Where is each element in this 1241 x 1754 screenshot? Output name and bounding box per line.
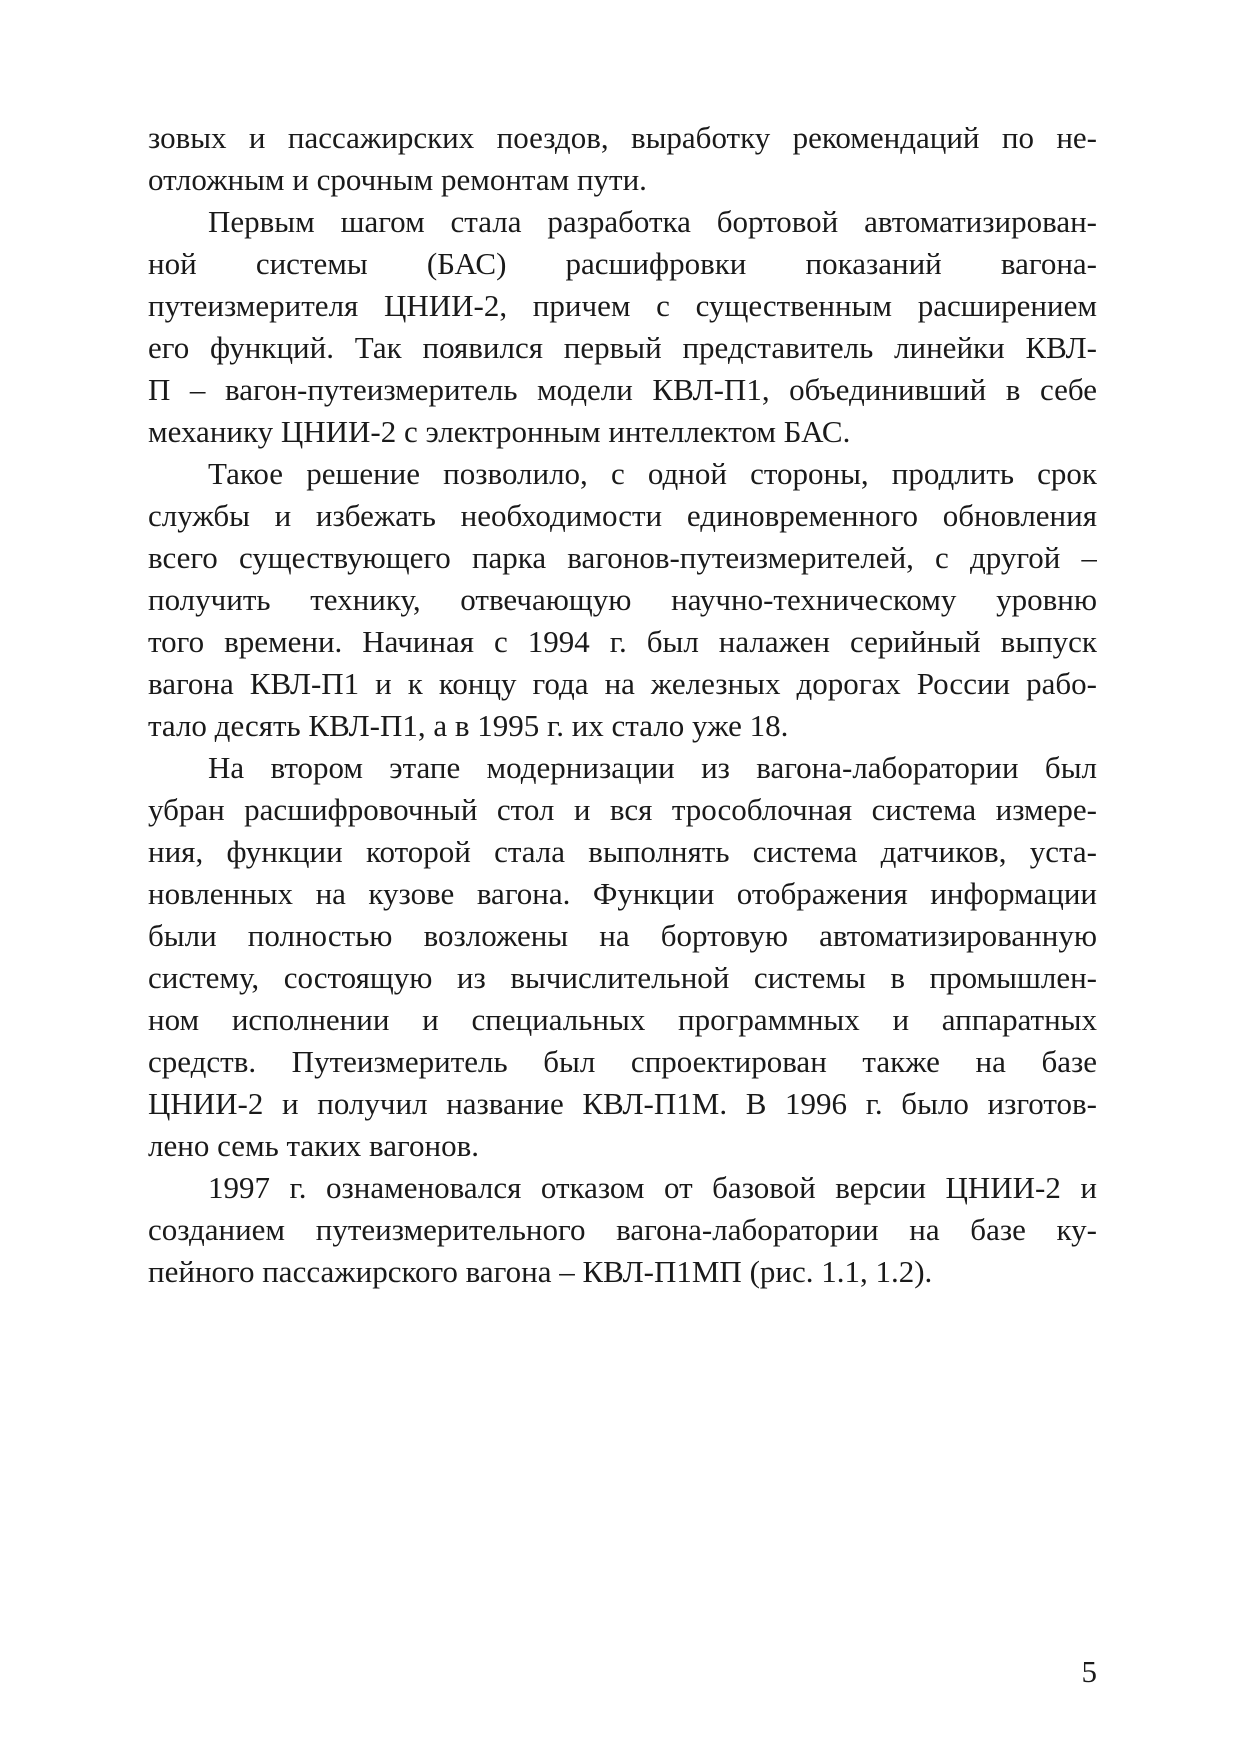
text-line: всего существующего парка вагонов-путеизмерителей, с другой – bbox=[148, 540, 1097, 575]
page-number: 5 bbox=[1081, 1654, 1097, 1689]
text-line: Такое решение позволило, с одной стороны, продлить срок bbox=[208, 456, 1097, 491]
text-line: П – вагон-путеизмеритель модели КВЛ-П1, объединивший в себе bbox=[148, 372, 1097, 407]
text-line: тало десять КВЛ-П1, а в 1995 г. их стало уже 18. bbox=[148, 708, 789, 743]
text-line: 1997 г. ознаменовался отказом от базовой версии ЦНИИ-2 и bbox=[208, 1170, 1097, 1205]
text-line: ния, функции которой стала выполнять система датчиков, уста- bbox=[148, 834, 1097, 869]
text-line: отложным и срочным ремонтам пути. bbox=[148, 162, 647, 197]
text-line: зовых и пассажирских поездов, выработку рекомендаций по не- bbox=[148, 120, 1097, 155]
text-line: Первым шагом стала разработка бортовой автоматизирован- bbox=[208, 204, 1097, 239]
text-line: На втором этапе модернизации из вагона-лаборатории был bbox=[208, 750, 1097, 785]
text-line: убран расшифровочный стол и вся трособлочная система измере- bbox=[148, 792, 1097, 827]
text-line: пейного пассажирского вагона – КВЛ-П1МП (рис. 1.1, 1.2). bbox=[148, 1254, 933, 1289]
text-line: систему, состоящую из вычислительной системы в промышлен- bbox=[148, 960, 1097, 995]
text-line: созданием путеизмерительного вагона-лаборатории на базе ку- bbox=[148, 1212, 1097, 1247]
text-line: новленных на кузове вагона. Функции отображения информации bbox=[148, 876, 1097, 911]
text-line: службы и избежать необходимости единовременного обновления bbox=[148, 498, 1097, 533]
text-line: его функций. Так появился первый представитель линейки КВЛ- bbox=[148, 330, 1097, 365]
text-line: ЦНИИ-2 и получил название КВЛ-П1М. В 1996 г. было изготов- bbox=[148, 1086, 1097, 1121]
text-line: вагона КВЛ-П1 и к концу года на железных дорогах России рабо- bbox=[148, 666, 1097, 701]
text-line: путеизмерителя ЦНИИ-2, причем с существенным расширением bbox=[148, 288, 1097, 323]
text-line: получить технику, отвечающую научно-техническому уровню bbox=[148, 582, 1097, 617]
text-line: механику ЦНИИ-2 с электронным интеллектом БАС. bbox=[148, 414, 851, 449]
text-line: средств. Путеизмеритель был спроектирован также на базе bbox=[148, 1044, 1097, 1079]
text-line: ной системы (БАС) расшифровки показаний вагона- bbox=[148, 246, 1097, 281]
body-text bbox=[148, 117, 1097, 1293]
text-line: того времени. Начиная с 1994 г. был налажен серийный выпуск bbox=[148, 624, 1097, 659]
text-line: были полностью возложены на бортовую автоматизированную bbox=[148, 918, 1097, 953]
text-line: лено семь таких вагонов. bbox=[148, 1128, 479, 1163]
text-line: ном исполнении и специальных программных и аппаратных bbox=[148, 1002, 1097, 1037]
